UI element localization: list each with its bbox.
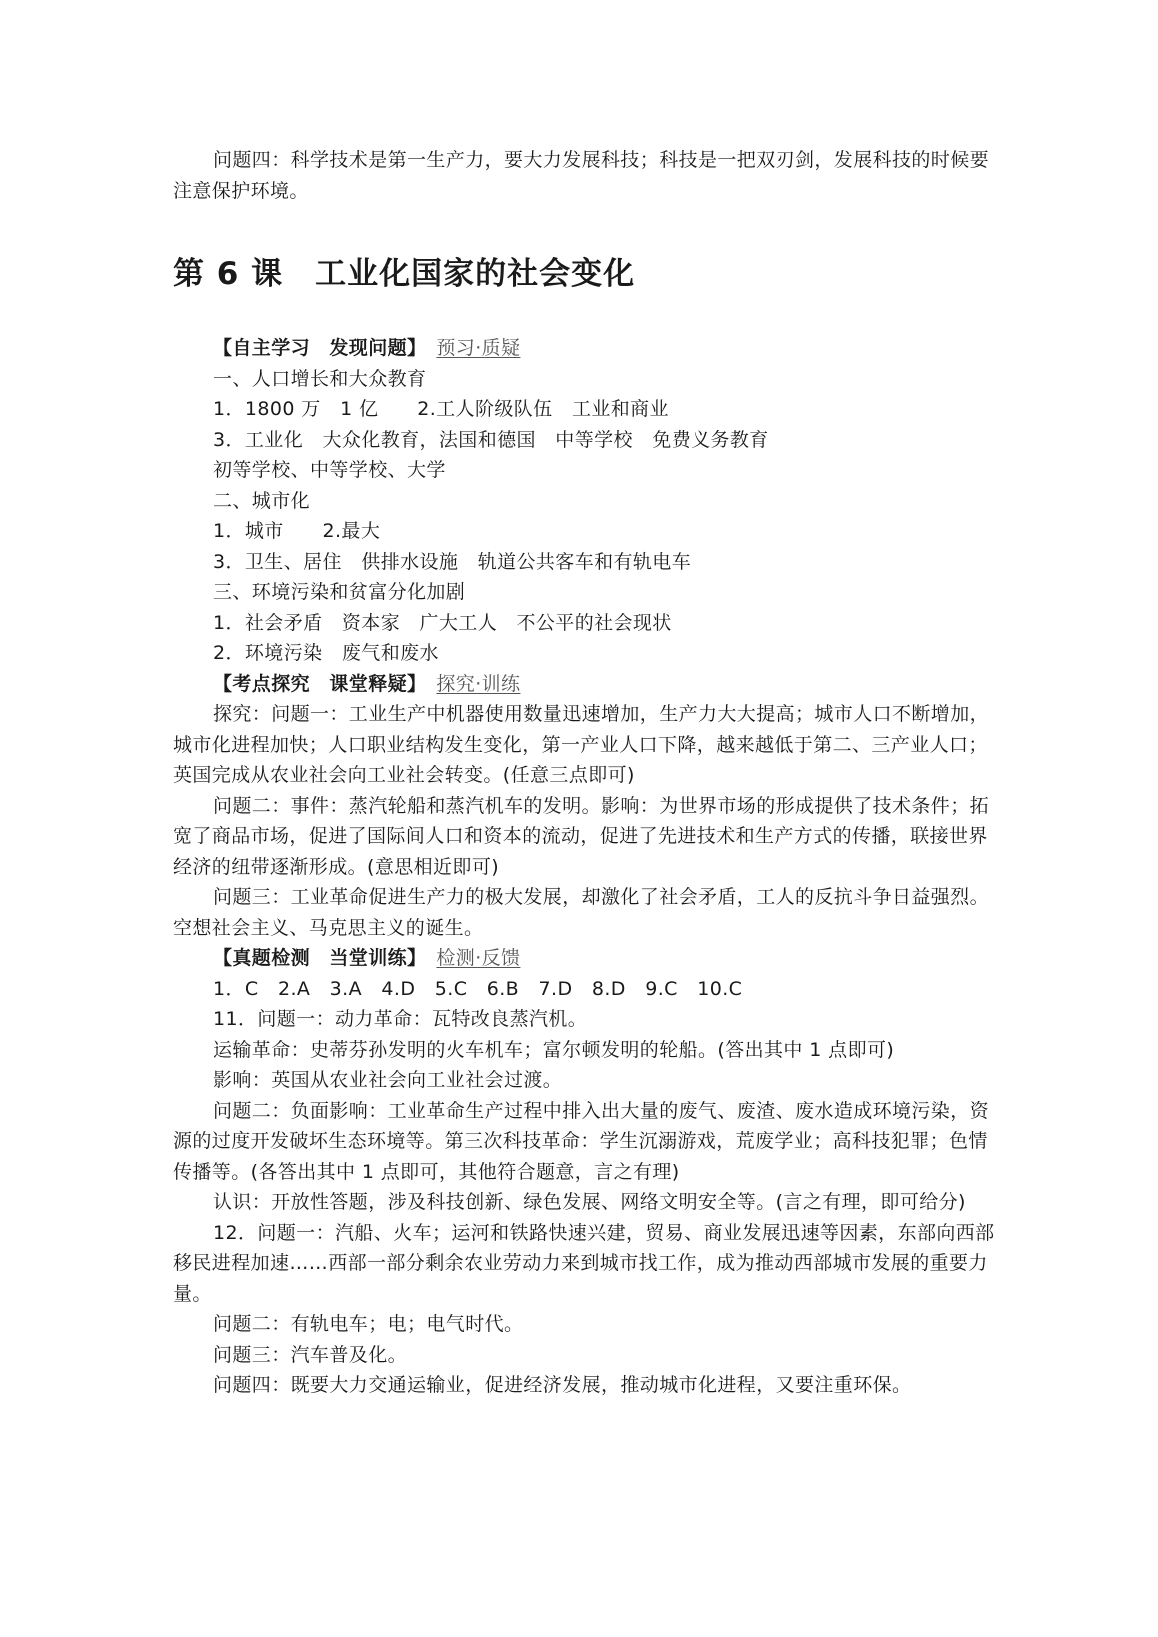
section-head-test [173,943,999,974]
section-head-label: 【真题检测 当堂训练】 [213,947,427,969]
intro-question4: 问题四：科学技术是第一生产力，要大力发展科技；科技是一把双刃剑，发展科技的时候要注意保护环境。 [173,149,990,202]
paragraph: 问题二：负面影响：工业革命生产过程中排入出大量的废气、废渣、废水造成环境污染，资源的过度开发破坏生态环境等。第三次科技革命：学生沉溺游戏，荒废学业；高科技犯罪；色情传播等。(各答出其中 1 点即可，其他符合题意，言之有理) [173,1099,990,1183]
section-head-exploration [173,669,999,700]
lesson-title: 第 6 课 工业化国家的社会变化 [173,256,636,292]
list-item: 1．1800 万 1 亿 2.工人阶级队伍 工业和商业 [213,398,669,420]
paragraph: 认识：开放性答题，涉及科技创新、绿色发展、网络文明安全等。(言之有理，即可给分) [213,1191,966,1213]
paragraph: 问题三：汽车普及化。 [213,1343,408,1366]
paragraph: 问题二：事件：蒸汽轮船和蒸汽机车的发明。影响：为世界市场的形成提供了技术条件；拓宽了商品市场，促进了国际间人口和资本的流动，促进了先进技术和生产方式的传播，联接世界经济的纽带逐渐形成。(意思相近即可) [173,794,990,878]
list-item: 二、城市化 [213,489,311,512]
list-item: 1．城市 2.最大 [213,520,381,542]
paragraph: 问题三：工业革命促进生产力的极大发展，却激化了社会矛盾，工人的反抗斗争日益强烈。空想社会主义、马克思主义的诞生。 [173,886,990,939]
paragraph: 问题二：有轨电车；电；电气时代。 [213,1313,524,1335]
answer-key: 1．C 2.A 3.A 4.D 5.C 6.B 7.D 8.D 9.C 10.C [213,977,743,1000]
paragraph: 12．问题一：汽船、火车；运河和铁路快速兴建，贸易、商业发展迅速等因素，东部向西部移民进程加速……西部一部分剩余农业劳动力来到城市找工作，成为推动西部城市发展的重要力量。 [173,1221,995,1305]
section-tag: 检测·反馈 [436,947,521,969]
list-item: 3．卫生、居住 供排水设施 轨道公共客车和有轨电车 [213,550,692,573]
intro-block [173,145,999,206]
list-item: 3．工业化 大众化教育，法国和德国 中等学校 免费义务教育 [213,428,769,451]
list-item: 一、人口增长和大众教育 [213,367,427,390]
paragraph: 探究：问题一：工业生产中机器使用数量迅速增加，生产力大大提高；城市人口不断增加，城市化进程加快；人口职业结构发生变化，第一产业人口下降，越来越低于第二、三产业人口；英国完成从农业社会向工业社会转变。(任意三点即可) [173,703,990,786]
list-item: 2．环境污染 废气和废水 [213,642,439,664]
section-tag: 探究·训练 [436,672,521,695]
paragraph: 问题四：既要大力交通运输业，促进经济发展，推动城市化进程，又要注重环保。 [213,1374,912,1396]
paragraph: 11．问题一：动力革命：瓦特改良蒸汽机。 [213,1008,588,1030]
section-tag: 预习·质疑 [436,337,521,359]
section-head-label: 【自主学习 发现问题】 [213,337,427,359]
section-head-self-study [173,333,999,364]
answer-body [173,333,999,1401]
paragraph: 影响：英国从农业社会向工业社会过渡。 [213,1069,563,1091]
paragraph: 运输革命：史蒂芬孙发明的火车机车；富尔顿发明的轮船。(答出其中 1 点即可) [213,1038,895,1061]
section-head-label: 【考点探究 课堂释疑】 [213,672,427,695]
list-item: 1．社会矛盾 资本家 广大工人 不公平的社会现状 [213,611,672,634]
list-item: 初等学校、中等学校、大学 [213,459,446,481]
list-item: 三、环境污染和贫富分化加剧 [213,581,466,603]
